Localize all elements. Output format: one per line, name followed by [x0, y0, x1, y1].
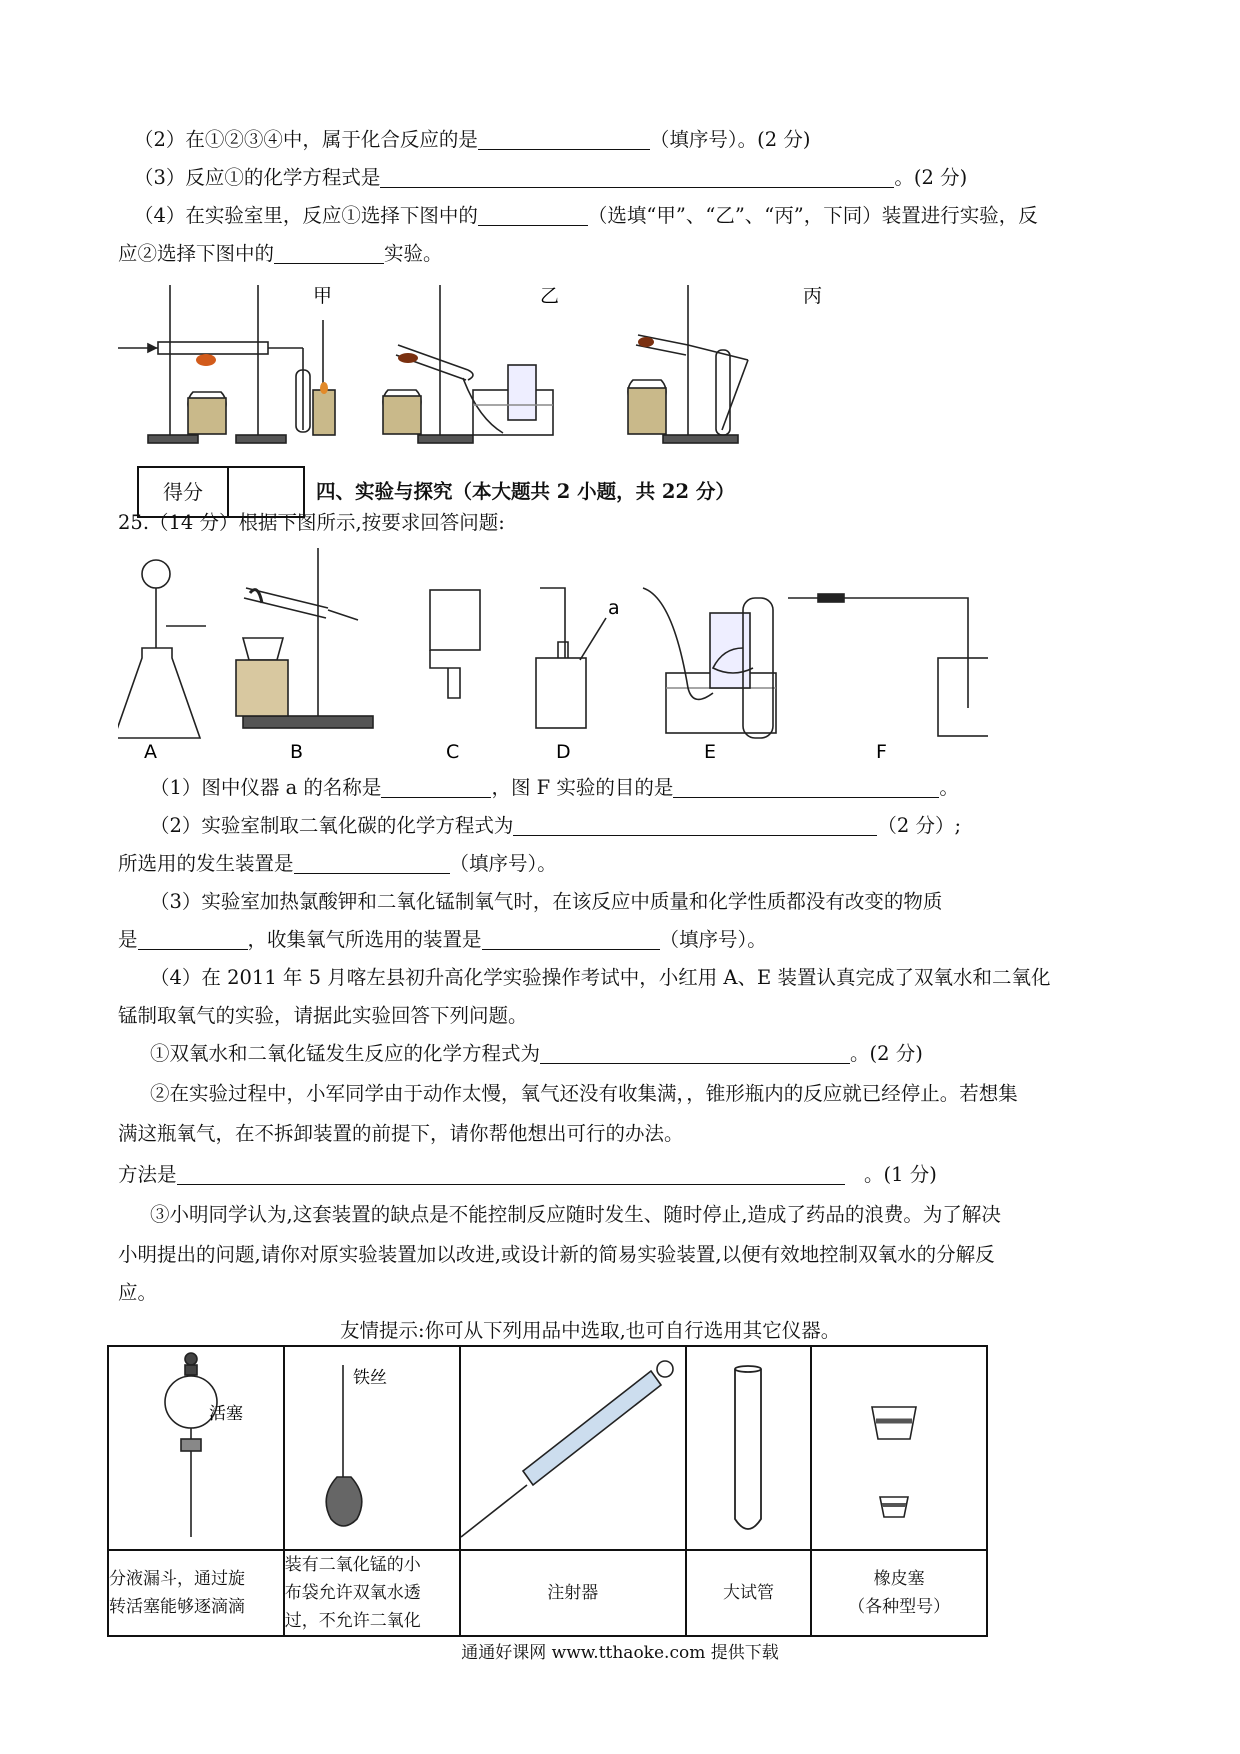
caption-bag: 装有二氧化锰的小 布袋允许双氧水透 过，不允许二氧化: [284, 1550, 460, 1636]
footer: 通通好课网 www.tthaoke.com 提供下载: [461, 1643, 779, 1663]
label-B: B: [290, 741, 304, 760]
answer-blank[interactable]: [380, 167, 894, 188]
q25-sub3-line3: 应。: [118, 1281, 158, 1304]
label-yi: 乙: [540, 285, 560, 307]
hint-text: 友情提示:你可从下列用品中选取,也可自行选用其它仪器。: [340, 1319, 841, 1342]
q25-part3-line1: （3）实验室加热氯酸钾和二氧化锰制氧气时，在该反应中质量和化学性质都没有改变的物质: [150, 890, 943, 913]
answer-blank[interactable]: [381, 777, 491, 798]
test-tube-cell: [686, 1346, 811, 1550]
q25-sub3-line2: 小明提出的问题,请你对原实验装置加以改进,或设计新的简易实验装置,以便有效地控制双氧水的分解反: [118, 1243, 995, 1266]
label-a: a: [608, 597, 620, 619]
q24-part4: （4）在实验室里，反应①选择下图中的 （选填“甲”、“乙”、“丙”，下同）装置进行实验，反: [134, 204, 1038, 227]
answer-blank[interactable]: [513, 815, 877, 836]
funnel-tag: 活塞: [209, 1404, 243, 1424]
label-bing: 丙: [803, 285, 823, 307]
q25-part3-line2: 是 ，收集氧气所选用的装置是 （填序号）。: [118, 928, 767, 951]
caption-syringe: 注射器: [460, 1550, 686, 1636]
answer-blank[interactable]: [274, 243, 384, 264]
label-C: C: [446, 741, 460, 760]
q25-sub1: ①双氧水和二氧化锰发生反应的化学方程式为 。(2 分): [150, 1042, 923, 1065]
label-D: D: [556, 741, 571, 760]
wire-tag: 铁丝: [352, 1368, 387, 1388]
answer-blank[interactable]: [478, 205, 588, 226]
q24-part4-line2: 应②选择下图中的 实验。: [118, 242, 443, 265]
label-E: E: [704, 741, 717, 760]
answer-blank[interactable]: [177, 1164, 845, 1185]
label-A: A: [144, 741, 157, 760]
syringe-cell: [460, 1346, 686, 1550]
q25-part2-line2: 所选用的发生装置是 （填序号）。: [118, 852, 557, 875]
test-tube-icon: [687, 1347, 809, 1545]
q25-part1: （1）图中仪器 a 的名称是 ，图 F 实验的目的是 。: [150, 776, 959, 799]
answer-blank[interactable]: [138, 929, 248, 950]
q25-sub2-line1: ②在实验过程中，小军同学由于动作太慢，氧气还没有收集满，，锥形瓶内的反应就已经停止。若想集: [150, 1082, 1018, 1105]
rubber-stopper-icon: [812, 1347, 984, 1545]
answer-blank[interactable]: [673, 777, 939, 798]
section-title: 四、实验与探究（本大题共 2 小题，共 22 分）: [316, 480, 735, 503]
tool-table: [107, 1345, 988, 1637]
q25-part4-line1: （4）在 2011 年 5 月喀左县初升高化学实验操作考试中，小红用 A、E 装置认真完成了双氧水和二氧化: [150, 966, 1051, 989]
syringe-icon: [461, 1347, 683, 1545]
q24-part2: （2）在①②③④中，属于化合反应的是 （填序号）。(2 分): [134, 128, 811, 151]
mno2-bag-icon: [285, 1347, 457, 1545]
wire-bag-cell: [284, 1346, 460, 1550]
q25-part2: （2）实验室制取二氧化碳的化学方程式为 （2 分）;: [150, 814, 962, 837]
label-F: F: [876, 741, 887, 760]
q25-sub3-line1: ③小明同学认为,这套装置的缺点是不能控制反应随时发生、随时停止,造成了药品的浪费。为了解决: [150, 1203, 1001, 1226]
q25-method: 方法是 。(1 分): [118, 1163, 937, 1186]
label-jia: 甲: [313, 285, 333, 307]
q25-sub2-line2: 满这瓶氧气，在不拆卸装置的前提下，请你帮他想出可行的办法。: [118, 1122, 684, 1145]
separatory-funnel-icon: [109, 1347, 281, 1545]
caption-funnel: 分液漏斗，通过旋 转活塞能够逐滴滴: [108, 1550, 284, 1636]
stopper-cell: [811, 1346, 987, 1550]
q25-intro: 25.（14 分）根据下图所示,按要求回答问题:: [118, 511, 505, 534]
caption-stopper: 橡皮塞 （各种型号）: [811, 1550, 987, 1636]
answer-blank[interactable]: [482, 929, 660, 950]
answer-blank[interactable]: [294, 853, 450, 874]
score-label: 得分: [139, 468, 229, 516]
answer-blank[interactable]: [540, 1043, 850, 1064]
funnel-cell: [108, 1346, 284, 1550]
q24-part3: （3）反应①的化学方程式是 。(2 分): [134, 166, 968, 189]
answer-blank[interactable]: [478, 129, 650, 150]
caption-test-tube: 大试管: [686, 1550, 811, 1636]
apparatus-figure-a-f: [118, 548, 988, 760]
apparatus-figure-jia-yi-bing: [118, 280, 838, 450]
q25-part4-line2: 锰制取氧气的实验，请据此实验回答下列问题。: [118, 1004, 528, 1027]
